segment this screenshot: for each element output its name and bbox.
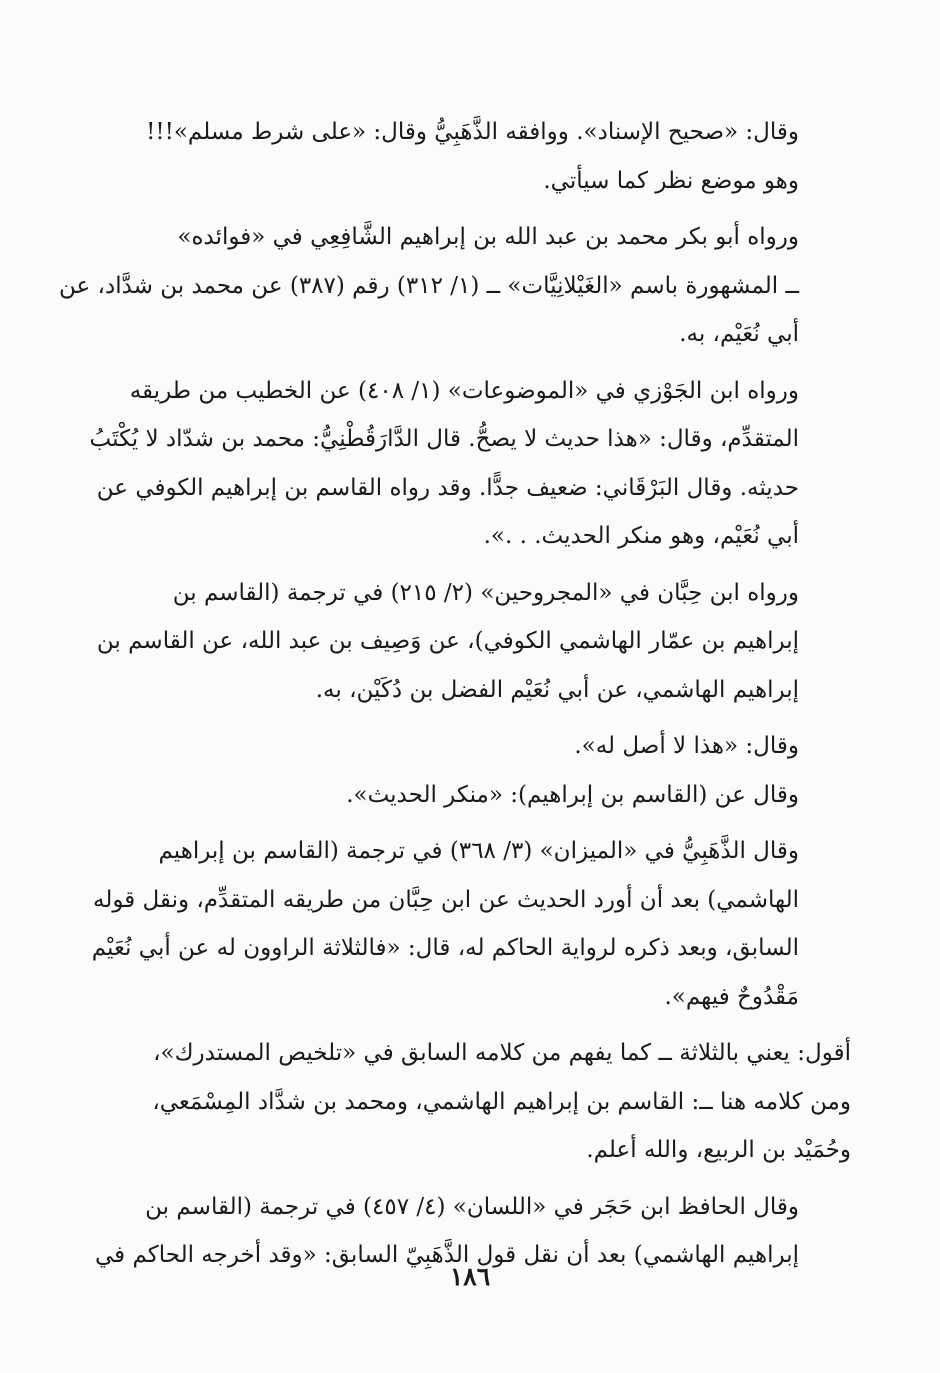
paragraph (96, 569, 851, 715)
text-line: وحُمَيْد بن الربيع، والله أعلم. (586, 1137, 851, 1163)
text-line: إبراهيم الهاشمي) بعد أن نقل قول الذَّهَبِيّ السابق: «وقد أخرجه الحاكم في (94, 1242, 799, 1268)
paragraph (91, 827, 851, 1021)
text-line: مَقْدُوحٌ فيهم». (664, 983, 799, 1010)
text-line: ورواه أبو بكر محمد بن عبد الله بن إبراهيم الشَّافِعِي في «فوائده» (177, 224, 799, 250)
text-line: أقول: يعني بالثلاثة ــ كما يفهم من كلامه السابق في «تلخيص المستدرك»، (153, 1040, 851, 1066)
page-number: ١٨٦ (449, 1262, 491, 1291)
paragraph (96, 1029, 851, 1175)
paragraph (96, 108, 851, 205)
paragraph (96, 722, 851, 819)
text-line: حديثه. وقال البَرْقَاني: ضعيف جدًّا. وقد رواه القاسم بن إبراهيم الكوفي عن (96, 474, 799, 501)
text-line: وقال الذَّهَبِيُّ في «الميزان» (٣/ ٣٦٨) في ترجمة (القاسم بن إبراهيم (158, 838, 799, 864)
text-line: إبراهيم الهاشمي، عن أبي نُعَيْم الفضل بن دُكَيْن، به. (315, 676, 799, 703)
page-body-text (58, 108, 851, 1288)
text-line: أبي نُعَيْم، وهو منكر الحديث. . .». (483, 523, 799, 549)
text-line: ــ المشهورة باسم «الغَيْلانِيَّات» ــ (١/ ٣١٢) رقم (٣٨٧) عن محمد بن شدَّاد، عن (58, 272, 799, 299)
text-line: وقال عن (القاسم بن إبراهيم): «منكر الحديث». (346, 781, 799, 808)
text-line: أبي نُعَيْم، به. (679, 321, 799, 347)
text-line: ورواه ابن الجَوْزي في «الموضوعات» (١/ ٤٠٨) عن الخطيب من طريقه (129, 377, 799, 404)
text-line: ورواه ابن حِبَّان في «المجروحين» (٢/ ٢١٥) في ترجمة (القاسم بن (172, 579, 799, 606)
text-line: وقال: «صحيح الإسناد». ووافقه الذَّهَبِيُّ وقال: «على شرط مسلم»!!! (146, 119, 799, 145)
text-line: وهو موضع نظر كما سيأتي. (543, 167, 799, 194)
text-line: إبراهيم بن عمّار الهاشمي الكوفي)، عن وَصِيف بن عبد الله، عن القاسم بن (96, 628, 799, 654)
text-line: وقال الحافظ ابن حَجَر في «اللسان» (٤/ ٤٥٧) في ترجمة (القاسم بن (145, 1193, 799, 1220)
text-line: ومن كلامه هنا ــ: القاسم بن إبراهيم الهاشمي، ومحمد بن شدَّاد المِسْمَعي، (152, 1088, 851, 1115)
text-line: المتقدِّم، وقال: «هذا حديث لا يصحُّ. قال الدَّارَقُطْنِيُّ: محمد بن شدّاد لا يُكْتَبُ (89, 426, 799, 452)
text-line: السابق، وبعد ذكره لرواية الحاكم له، قال: «فالثلاثة الراوون له عن أبي نُعَيْم (91, 935, 799, 961)
text-line: وقال: «هذا لا أصل له». (574, 733, 799, 759)
text-line: الهاشمي) بعد أن أورد الحديث عن ابن حِبَّان من طريقه المتقدِّم، ونقل قوله (92, 886, 799, 913)
paragraph (89, 367, 851, 561)
paragraph (58, 213, 851, 359)
